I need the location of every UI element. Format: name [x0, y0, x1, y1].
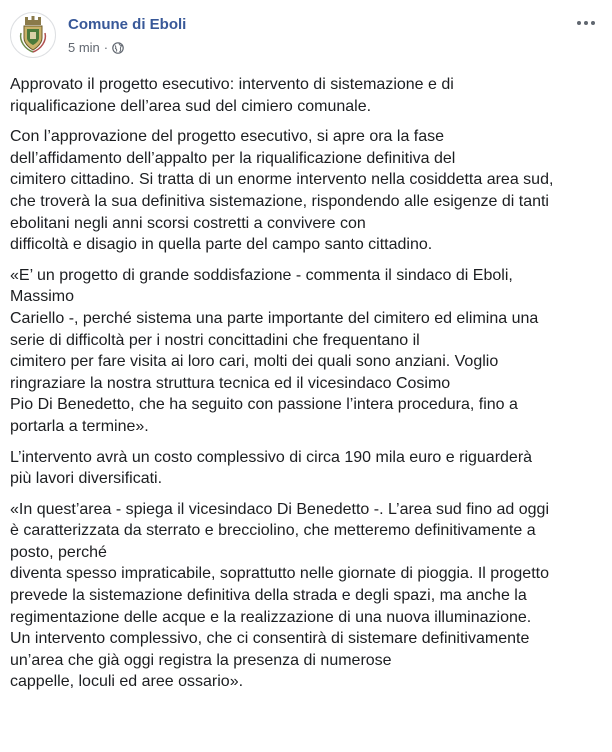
more-dots-icon: [576, 20, 596, 26]
post-meta: [68, 40, 124, 55]
post-header: [10, 8, 602, 64]
page-name-link[interactable]: Comune di Eboli: [68, 16, 187, 33]
globe-icon[interactable]: [112, 42, 124, 54]
page-avatar[interactable]: [10, 12, 56, 58]
post-body: [10, 74, 606, 702]
municipal-crest-icon: [11, 13, 55, 57]
meta-separator: ·: [103, 40, 109, 55]
more-options-button[interactable]: [574, 14, 598, 32]
post-paragraph-2: Con l’approvazione del progetto esecutivo, si apre ora la fase dell’affidamento dell’appalto per la riqualificazione definitiva del cimitero cittadino. Si tratta di un enorme intervento nella cosiddetta area sud, che troverà la sua definitiva sistemazione, rispondendo alle esigenze di tanti ebolitani negli anni scorsi costretti a convivere con difficoltà e disagio in quella parte del campo santo cittadino.: [10, 128, 554, 254]
post-paragraph-4: L’intervento avrà un costo complessivo di circa 190 mila euro e riguarderà più lavori diversificati.: [10, 448, 533, 488]
post-paragraph-1: Approvato il progetto esecutivo: intervento di sistemazione e di riqualificazione dell’area sud del cimiero comunale.: [10, 76, 454, 115]
post-paragraph-3: «E’ un progetto di grande soddisfazione - commenta il sindaco di Eboli, Massimo Cariello -, perché sistema una parte importante del cimitero ed elimina una serie di difficoltà per i nostri concittadini che frequentano il cimitero per fare visita ai loro cari, molti dei quali sono anziani. Voglio ringraziare la nostra struttura tecnica ed il vicesindaco Cosimo Pio Di Benedetto, che ha seguito con passione l’intera procedura, fino a portarla a termine».: [10, 266, 539, 435]
post-time[interactable]: 5 min: [68, 40, 100, 55]
post-paragraph-5: «In quest’area - spiega il vicesindaco Di Benedetto -. L’area sud fino ad oggi è caratterizzata da sterrato e brecciolino, che metteremo definitivamente a posto, perché diventa spesso impraticabile, soprattutto nelle giornate di pioggia. Il progetto prevede la sistemazione definitiva della strada e degli spazi, ma anche la regimentazione delle acque e la realizzazione di una nuova illuminazione. Un intervento complessivo, che ci consentirà di sistemare definitivamente un’area che già oggi registra la presenza di numerose cappelle, loculi ed aree ossario».: [10, 500, 550, 691]
